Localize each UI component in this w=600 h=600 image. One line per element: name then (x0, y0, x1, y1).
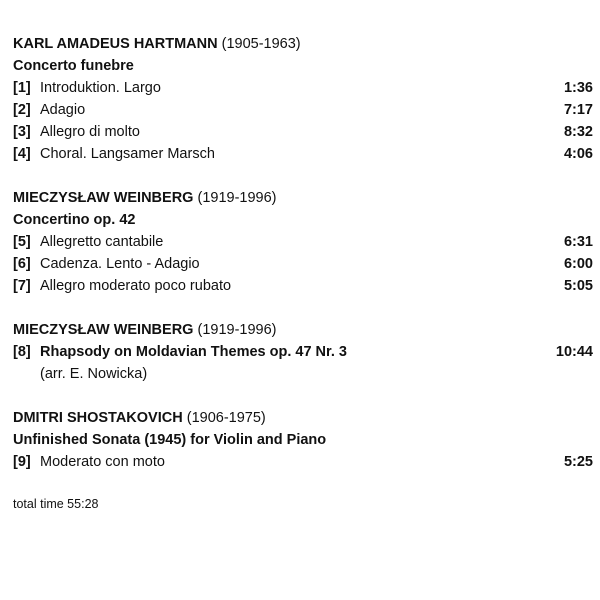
composer-heading (13, 407, 593, 429)
track-row (13, 451, 593, 473)
composer-name: KARL AMADEUS HARTMANN (13, 36, 218, 52)
track-duration: 5:05 (563, 278, 593, 294)
total-time: total time 55:28 (13, 497, 99, 511)
composer-heading (13, 33, 593, 55)
track-note: (arr. E. Nowicka) (40, 366, 148, 382)
track-row (13, 341, 593, 363)
composer-years: (1906-1975) (186, 410, 266, 426)
composer-name: DMITRI SHOSTAKOVICH (13, 410, 183, 426)
work-title: Unfinished Sonata (1945) for Violin and Piano (13, 432, 327, 448)
composer-heading (13, 319, 593, 341)
track-number: [3] (13, 124, 31, 140)
track-row (13, 99, 593, 121)
track-duration: 7:17 (563, 102, 593, 118)
section-weinberg-rhapsody (13, 319, 593, 385)
composer-name: MIECZYSŁAW WEINBERG (13, 190, 194, 206)
track-title: Adagio (40, 102, 86, 118)
track-duration: 4:06 (563, 146, 593, 162)
track-number: [5] (13, 234, 31, 250)
track-number: [9] (13, 454, 31, 470)
work-title: Concerto funebre (13, 58, 134, 74)
track-duration: 8:32 (563, 124, 593, 140)
track-number: [6] (13, 256, 31, 272)
track-title: Allegro moderato poco rubato (40, 278, 232, 294)
track-title: Allegretto cantabile (40, 234, 164, 250)
track-number: [2] (13, 102, 31, 118)
track-title: Cadenza. Lento - Adagio (40, 256, 200, 272)
section-shostakovich (13, 407, 593, 473)
track-duration: 6:31 (563, 234, 593, 250)
track-duration: 6:00 (563, 256, 593, 272)
track-title: Rhapsody on Moldavian Themes op. 47 Nr. 3 (40, 344, 347, 360)
track-row (13, 121, 593, 143)
composer-years: (1905-1963) (221, 36, 301, 52)
composer-name: MIECZYSŁAW WEINBERG (13, 322, 194, 338)
composer-years: (1919-1996) (197, 322, 277, 338)
track-row (13, 77, 593, 99)
track-title: Introduktion. Largo (40, 80, 161, 96)
tracklist (13, 33, 593, 513)
track-title: Allegro di molto (40, 124, 140, 140)
track-duration: 5:25 (563, 454, 593, 470)
track-row (13, 275, 593, 297)
track-title: Moderato con moto (40, 454, 165, 470)
composer-heading (13, 187, 593, 209)
section-weinberg-concertino (13, 187, 593, 297)
track-number: [1] (13, 80, 31, 96)
track-number: [4] (13, 146, 31, 162)
track-title: Choral. Langsamer Marsch (40, 146, 215, 162)
track-number: [8] (13, 344, 31, 360)
track-row (13, 143, 593, 165)
composer-years: (1919-1996) (197, 190, 277, 206)
work-title: Concertino op. 42 (13, 212, 136, 228)
track-duration: 10:44 (555, 344, 593, 360)
track-row (13, 253, 593, 275)
section-hartmann (13, 33, 593, 165)
track-row (13, 231, 593, 253)
track-duration: 1:36 (563, 80, 593, 96)
track-number: [7] (13, 278, 31, 294)
